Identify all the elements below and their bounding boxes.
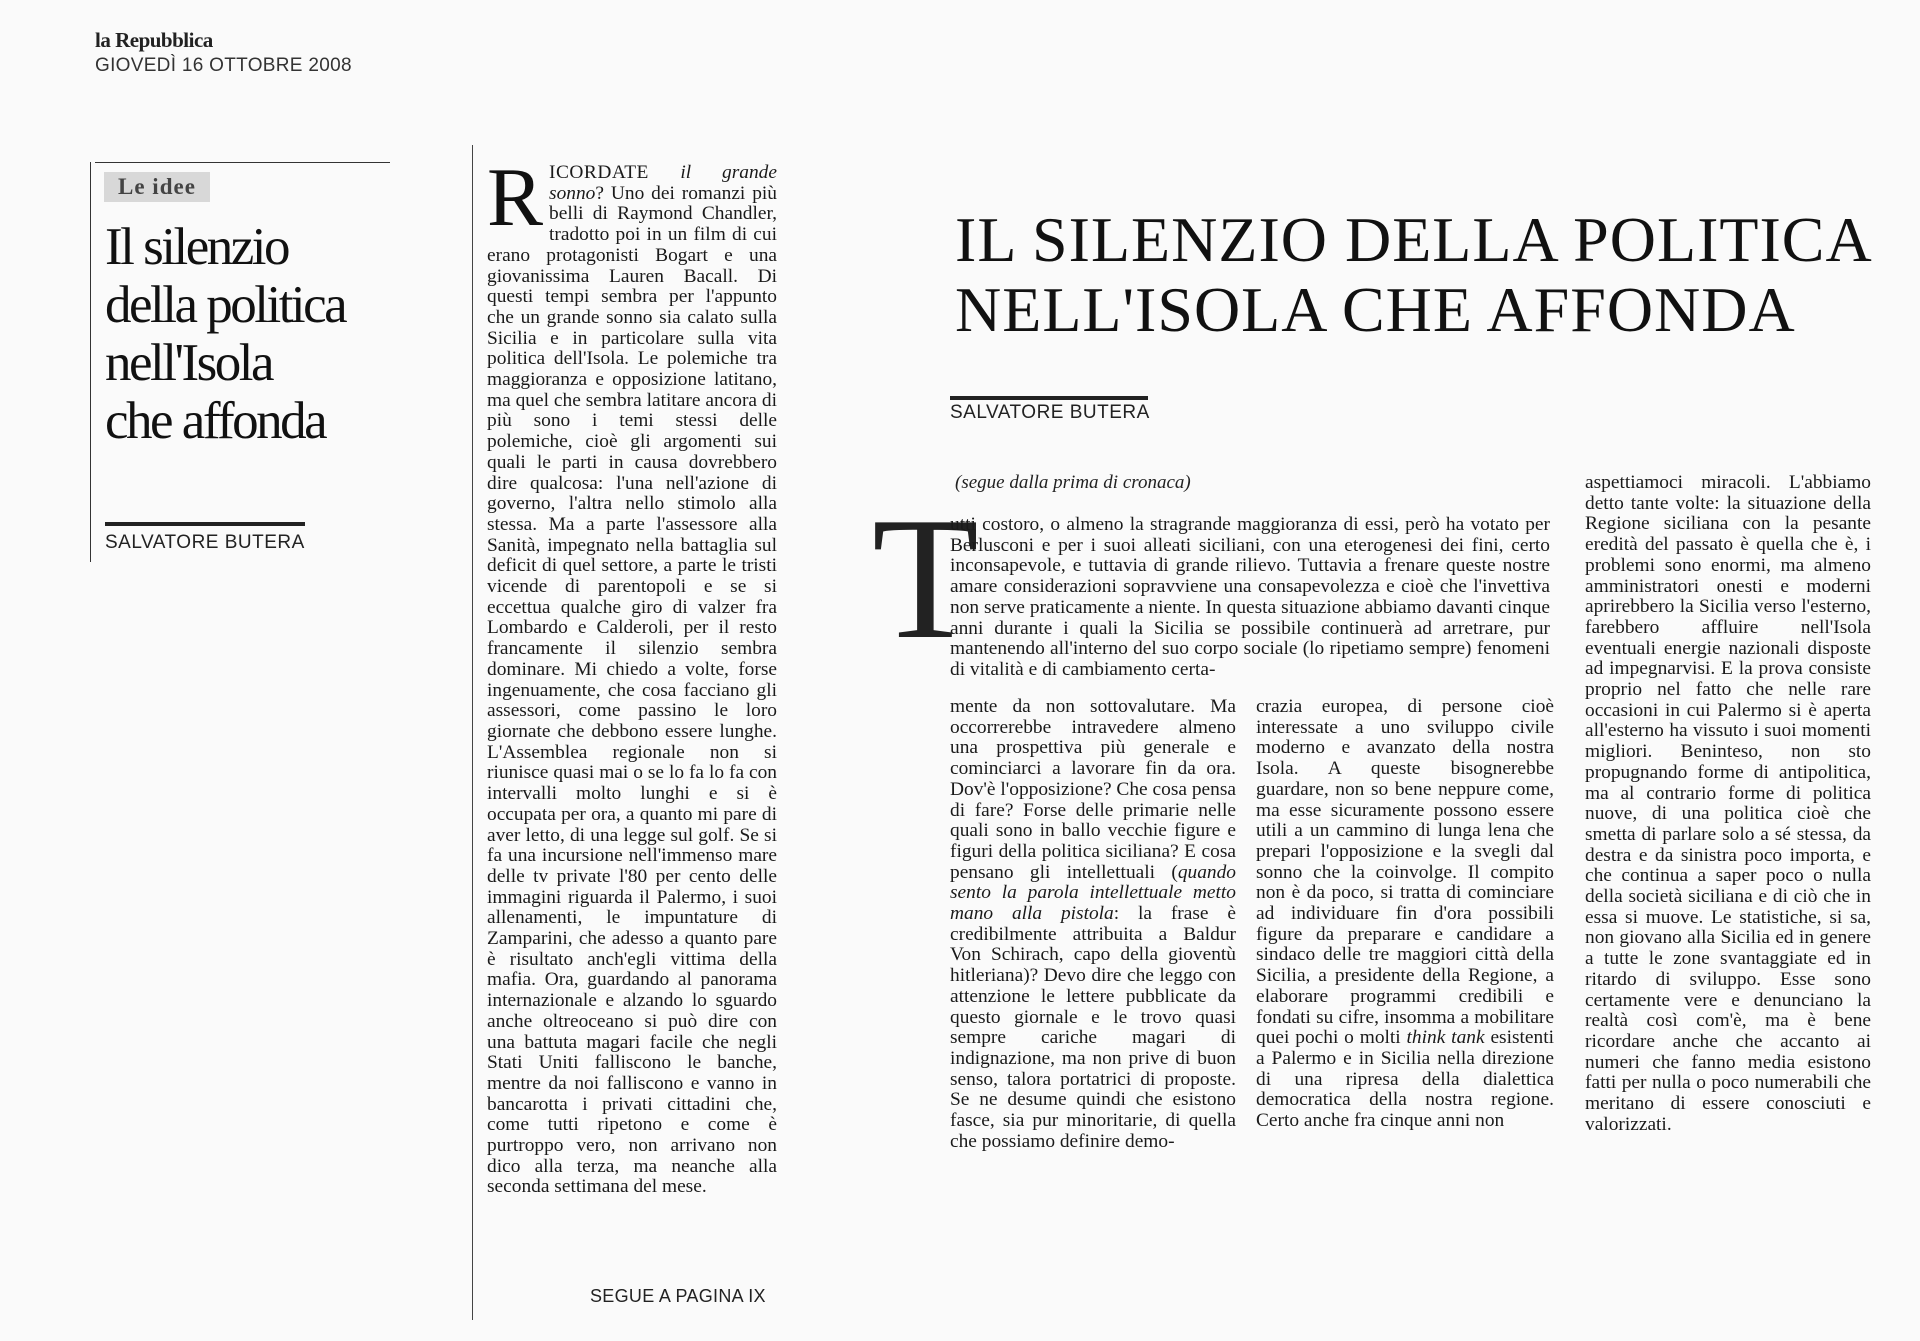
- summary-title-line: che affonda: [105, 392, 326, 450]
- column-b-part: esistenti a Palermo e in Sicilia nella direzione di una ripresa della dialettica democratica della nostra regione. Certo anche fra cinque anni non: [1256, 1027, 1554, 1132]
- headline-line: NELL'ISOLA CHE AFFONDA: [955, 274, 1796, 345]
- article-headline: [955, 205, 1873, 345]
- summary-title-line: Il silenzio: [105, 218, 288, 276]
- article-column-c: aspettiamoci miracoli. L'abbiamo detto tante volte: la situazione della Regione siciliana con la pesante eredità del passato è quella che è, i problemi sono enormi, ma almeno amministratori onesti e moderni aprirebbero la Sicilia verso l'esterno, farebbero affluire nell'Isola eventuali energie nazionali disposte ad impegnarvisi. E la prova consiste proprio nel fatto che nelle rare occasioni in cui Palermo si è aperta all'esterno ha vissuto i suoi momenti migliori. Beninteso, non sto propugnando forme di antipolitica, ma al contrario forme di politica nuove, di una politica cioè che smetta di parlare solo a sé stessa, da destra e da sinistra poco importa, e che continua a saper poco o nulla della società siciliana e di ciò che in essa si muove. Le statistiche, si sa, non giovano alla Sicilia ed in genere a tutte le zone svantaggiate ed in ritardo di sviluppo. Esse sono certamente vere e denunciano la realtà così com'è, ma è bene ricordare anche che accanto ai numeri che fanno media esistono fatti per nulla o poco numerabili che meritano di essere conosciuti e valorizzati.: [1585, 472, 1871, 1135]
- column-1-body: ? Uno dei romanzi più belli di Raymond Chandler, tradotto poi in un film di cui erano protagonisti Bogart e una giovanissima Lauren Bacall. Di questi tempi sembra per l'appunto che un grande sonno sia calato sulla Sicilia e in particolare sulla vita politica dell'Isola. Le polemiche tra maggioranza e opposizione latitano, ma quel che sembra latitare ancora di più sono i temi stessi delle polemiche, cioè gli argomenti sui quali le parti in causa dovrebbero dire qualcosa: l'una nell'azione di governo, l'altra nello stimolo alla stessa. Ma a parte l'assessore alla Sanità, impegnato nella battaglia sul deficit di quel settore, a parte le tristi vicende di parentopoli e se si eccettua qualche giro di valzer fra Lombardo e Calderoli, per il resto francamente il silenzio sembra dominare. Mi chiedo a volte, forse ingenuamente, che cosa facciano gli assessori, come passino le loro giornate che debbono essere lunghe. L'Assemblea regionale non si riunisce quasi mai o se lo fa lo fa con intervalli molto lunghi e si è occupata per ora, a quanto mi pare di aver letto, di una legge sul golf. Se si fa una incursione nell'immenso mare delle tv private l'80 per cento delle immagini riguarda il Palermo, i suoi allenamenti, le impuntature di Zamparini, che adesso a quanto pare è risultato anch'egli vittima della mafia. Ora, guardando al panorama internazionale e alzando lo sguardo anche oltreoceano si può dire con una battuta magari facile che negli Stati Uniti falliscono le banche, mentre da noi falliscono e vanno in bancarotta i privati cittadini che, come tutti ripetono e come è purtroppo vero, non arrivano non dico alla terza, ma neanche alla seconda settimana del mese.: [487, 182, 777, 1198]
- drop-cap-t: T: [872, 481, 979, 675]
- article-column-b: [1256, 697, 1554, 1132]
- column-b-italic: think tank: [1406, 1027, 1485, 1049]
- column-a-italic: quando sento la parola intellettuale metto mano alla pistola: [950, 861, 1236, 925]
- summary-top-rule: [95, 162, 390, 163]
- column-divider: [472, 145, 473, 1320]
- headline-line: IL SILENZIO DELLA POLITICA: [955, 204, 1873, 275]
- lead-italic: il grande sonno: [549, 162, 777, 204]
- summary-title-line: della politica: [105, 276, 346, 334]
- lead-word: ICORDATE: [549, 162, 681, 183]
- summary-title-line: nell'Isola: [105, 334, 273, 392]
- follow-note: (segue dalla prima di cronaca): [955, 472, 1191, 493]
- summary-author-rule: [105, 522, 305, 526]
- article-author: SALVATORE BUTERA: [950, 402, 1150, 423]
- column-a-part: mente da non sottovalutare. Ma occorrerebbe intravedere almeno una prospettiva più generale e cominciarci a lavorare fin da ora. Dov'è l'opposizione? Che cosa pensa di fare? Forse delle primarie nelle quali sono in ballo vecchie figure e figuri della politica siciliana? E cosa pensano gli intellettuali (: [950, 696, 1236, 883]
- column-b-part: crazia europea, di persone cioè interessate a uno sviluppo civile moderno e avanzato della nostra Isola. A queste bisognerebbe guardare, non so bene neppure come, ma esse sicuramente possono essere utili a un cammino di lunga lena che prepari l'opposizione e la svegli dal sonno che la coinvolge. Il compito non è da poco, si tratta di cominciare ad individuare fin d'ora possibili figure da preparare e candidare a sindaco delle tre maggiori città della Sicilia, a presidente della Regione, a elaborare programmi credibili e fondati su cifre, insomma a mobilitare quei pochi o molti: [1256, 696, 1554, 1049]
- drop-cap: R: [487, 151, 544, 244]
- summary-author: SALVATORE BUTERA: [105, 532, 305, 553]
- section-tag: Le idee: [104, 172, 210, 202]
- article-intro-text: utti costoro, o almeno la stragrande maggioranza di essi, però ha votato per Berlusconi e per i suoi alleati siciliani, con una eterogenesi dei fini, certo inconsapevole, e tuttavia di grande rilievo. Tuttavia a frenare queste nostre amare considerazioni sopravviene una consapevolezza e cioè che l'invettiva non serve praticamente a niente. In questa situazione abbiamo davanti cinque anni durante i quali la Sicilia se possibile continuerà ad arretrare, pur mantenendo all'interno del suo corpo sociale (lo ripetiamo sempre) fenomeni di vitalità e di cambiamento certa-: [950, 514, 1550, 680]
- article-column-a: [950, 697, 1236, 1152]
- column-a-part: : la frase è credibilmente attribuita a Baldur Von Schirach, capo della gioventù hitleriana)? Devo dire che leggo con attenzione le lettere pubblicate da questo giornale e le trovo quasi sempre cariche magari di indignazione, ma non prive di buon senso, talora portatrici di proposte. Se ne desume quindi che esistono fasce, sia pur minoritarie, di quella che possiamo definire demo-: [950, 903, 1236, 1152]
- newspaper-masthead: la Repubblica: [95, 28, 213, 52]
- issue-date: GIOVEDÌ 16 OTTOBRE 2008: [95, 55, 352, 76]
- author-rule: [950, 396, 1148, 400]
- summary-title: [105, 218, 395, 450]
- column-1-text: [487, 151, 777, 1198]
- continue-note: SEGUE A PAGINA IX: [590, 1286, 766, 1306]
